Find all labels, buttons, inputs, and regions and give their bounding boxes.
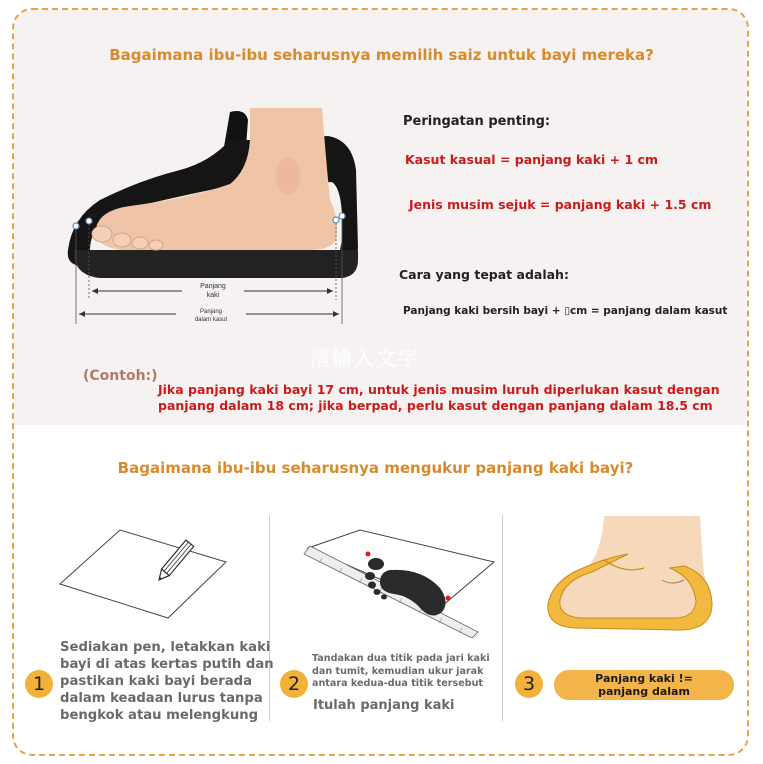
toe-point-marker — [86, 218, 92, 224]
inner-length-label-line: dalam kasut — [194, 317, 228, 323]
shoe-heel-marker — [339, 213, 345, 219]
footprint-ruler-illustration — [302, 528, 497, 638]
shoe-toe-marker — [73, 223, 79, 229]
arrow-head — [79, 311, 85, 317]
method-heading: Cara yang tepat adalah: — [399, 267, 569, 282]
toe — [92, 226, 112, 242]
step-divider — [502, 515, 503, 721]
toe-mark-icon — [366, 552, 371, 557]
heel-point-marker — [333, 217, 339, 223]
pill-line: panjang dalam — [598, 685, 690, 698]
inner-length-label — [176, 308, 246, 324]
watermark-text: 清输入文字 — [310, 346, 420, 370]
example-line-1: Jika panjang kaki bayi 17 cm, untuk jenis musim luruh diperlukan kasut dengan — [158, 382, 720, 397]
step-2-text — [312, 653, 490, 691]
method-formula: Panjang kaki bersih bayi + ▯cm = panjang dalam kasut — [403, 305, 728, 317]
step-1-line: pastikan kaki bayi berada — [60, 674, 252, 689]
step-2-number: 2 — [280, 670, 308, 698]
inner-length-label-line: Panjang — [199, 309, 223, 315]
step-2-conclusion: Itulah panjang kaki — [313, 698, 455, 713]
heel-mark-icon — [446, 596, 451, 601]
step-2-line: antara kedua-dua titik tersebut — [312, 678, 483, 689]
paper-pen-illustration — [58, 528, 228, 620]
step-1-number: 1 — [25, 670, 53, 698]
pill-line: Panjang kaki != — [595, 672, 693, 685]
casual-rule: Kasut kasual = panjang kaki + 1 cm — [405, 152, 658, 167]
step-1-line: bengkok atau melengkung — [60, 708, 259, 723]
step-1-text — [60, 639, 274, 724]
section1-title: Bagaimana ibu-ibu seharusnya memilih saiz untuk bayi mereka? — [109, 46, 654, 64]
foot-length-label — [182, 282, 244, 300]
section2-title: Bagaimana ibu-ibu seharusnya mengukur panjang kaki bayi? — [117, 459, 634, 477]
step-3-number: 3 — [515, 670, 543, 698]
step-1-line: dalam keadaan lurus tanpa — [60, 691, 263, 706]
shoe-sole — [74, 250, 358, 278]
step-1-line: bayi di atas kertas putih dan — [60, 657, 274, 672]
shoe-fit-illustration — [544, 514, 714, 632]
arrow-head — [92, 288, 98, 294]
warning-heading: Peringatan penting: — [403, 114, 551, 129]
arrow-head — [327, 288, 333, 294]
toe — [113, 233, 131, 247]
ankle-bone — [276, 158, 300, 194]
foot-length-label-line: Panjang — [200, 283, 226, 290]
foot-length-label-line: kaki — [206, 292, 220, 299]
step-2-line: dan tumit, kemudian ukur jarak — [312, 665, 484, 677]
winter-rule: Jenis musim sejuk = panjang kaki + 1.5 cm — [409, 197, 712, 212]
paper-icon — [60, 530, 226, 618]
toe — [149, 240, 163, 250]
arrow-head — [333, 311, 339, 317]
toe — [132, 237, 148, 249]
step-3-pill — [554, 670, 734, 700]
example-label: (Contoh:) — [83, 368, 158, 384]
step-1-line: Sediakan pen, letakkan kaki — [60, 640, 271, 655]
step-2-line: Tandakan dua titik pada jari kaki — [312, 653, 490, 664]
example-line-2: panjang dalam 18 cm; jika berpad, perlu kasut dengan panjang dalam 18.5 cm — [158, 398, 713, 413]
